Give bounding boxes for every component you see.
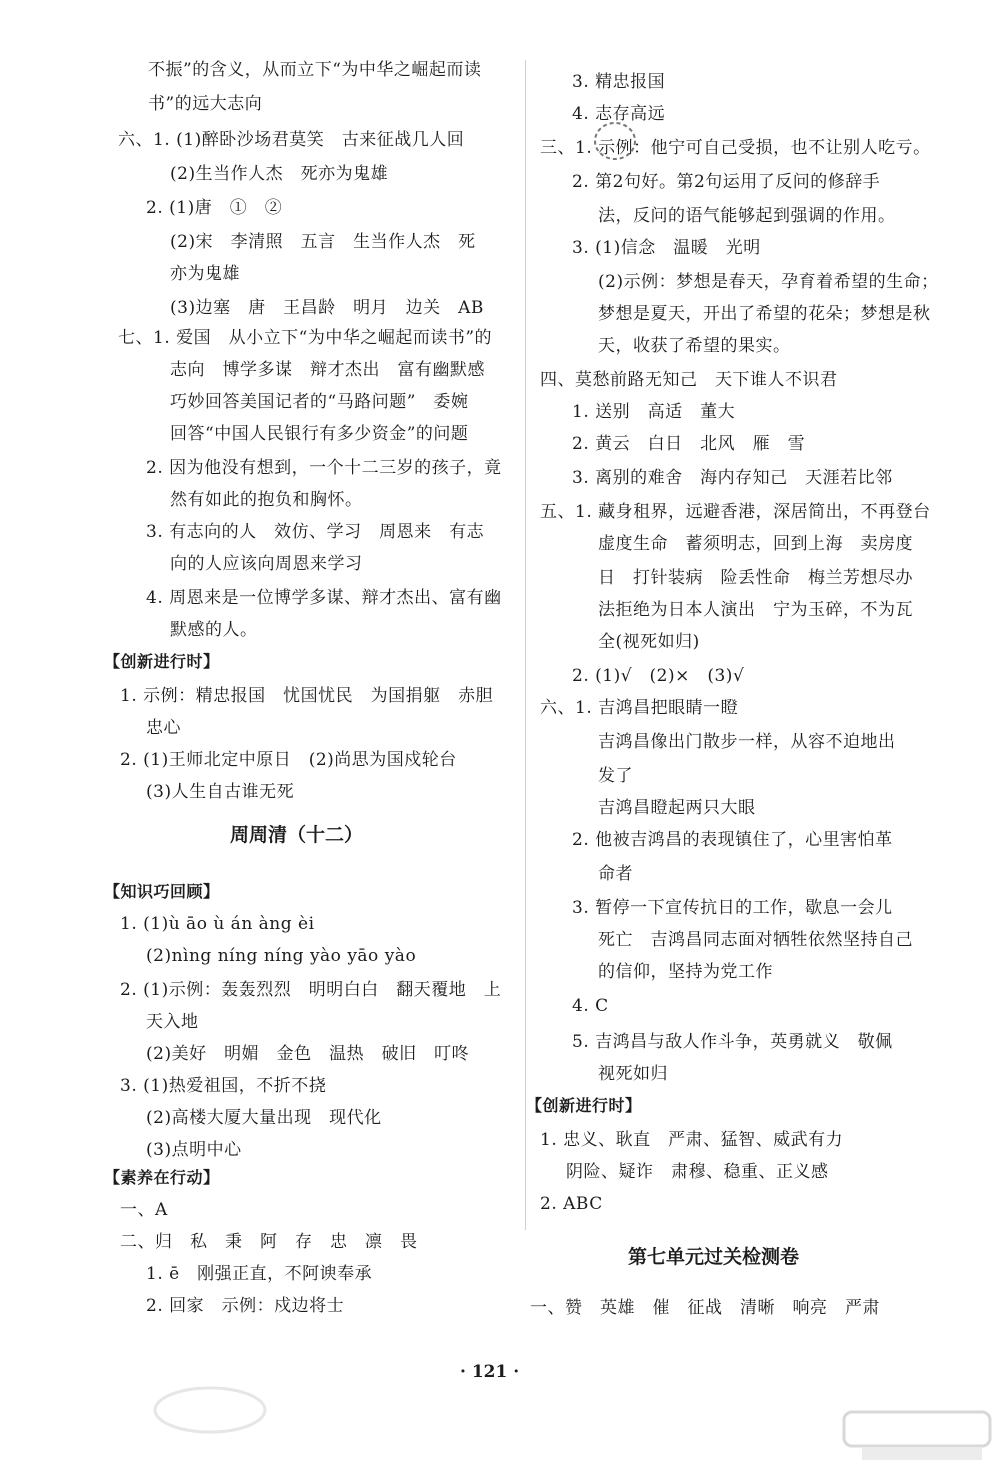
left-line: (3)点明中心 [146, 1140, 242, 1160]
left-line: (2)nìng níng níng yào yāo yào [146, 946, 417, 966]
right-line: 日 打针装病 险丢性命 梅兰芳想尽办 [598, 568, 913, 588]
left-line: 书”的远大志向 [148, 94, 263, 114]
right-line: 4. C [572, 996, 609, 1016]
section-title: 周周清（十二） [230, 824, 364, 846]
right-line: 四、莫愁前路无知己 天下谁人不识君 [540, 370, 838, 390]
left-line: 二、归 私 秉 阿 存 忠 凛 畏 [120, 1232, 418, 1252]
right-line: 2. ABC [540, 1194, 603, 1214]
left-line: 七、1. 爱国 从小立下“为中华之崛起而读书”的 [118, 328, 493, 348]
right-line: 全(视死如归) [598, 632, 700, 652]
right-line: 三、1. 示例：他宁可自己受损，也不让别人吃亏。 [540, 138, 931, 158]
left-line: 2. 因为他没有想到，一个十二三岁的孩子，竟 [146, 458, 502, 478]
right-line: 吉鸿昌像出门散步一样，从容不迫地出 [598, 732, 896, 752]
right-line: 的信仰，坚持为党工作 [598, 962, 773, 982]
left-line: 4. 周恩来是一位博学多谋、辩才杰出、富有幽 [146, 588, 502, 608]
right-line: 3. 精忠报国 [572, 72, 666, 92]
left-line: 六、1. (1)醉卧沙场君莫笑 古来征战几人回 [118, 130, 465, 150]
right-line: 法，反问的语气能够起到强调的作用。 [598, 206, 896, 226]
right-line: 3. 离别的难舍 海内存知己 天涯若比邻 [572, 468, 893, 488]
right-line: 吉鸿昌瞪起两只大眼 [598, 798, 756, 818]
right-line: 命者 [598, 864, 633, 884]
right-line: 五、1. 藏身租界，远避香港，深居简出，不再登台 [540, 502, 931, 522]
left-line: (2)宋 李清照 五言 生当作人杰 死 [170, 232, 476, 252]
right-line: (2)示例：梦想是春天，孕育着希望的生命； [598, 272, 939, 292]
left-line: 【素养在行动】 [104, 1168, 220, 1187]
stamp-icon [592, 118, 638, 164]
left-line: 1. 示例：精忠报国 忧国忧民 为国捐躯 赤胆 [120, 686, 494, 706]
left-line: (2)生当作人杰 死亦为鬼雄 [170, 164, 389, 184]
left-line: 回答“中国人民银行有多少资金”的问题 [170, 424, 469, 444]
left-line: 1. (1)ù āo ù án àng èi [120, 914, 315, 934]
right-line: 天，收获了希望的果实。 [598, 336, 791, 356]
right-line: 视死如归 [598, 1064, 668, 1084]
right-line: 3. 暂停一下宣传抗日的工作，歇息一会儿 [572, 898, 893, 918]
left-line: 2. (1)示例：轰轰烈烈 明明白白 翻天覆地 上 [120, 980, 502, 1000]
left-line: (2)美好 明媚 金色 温热 破旧 叮咚 [146, 1044, 470, 1064]
column-divider [525, 60, 526, 1230]
left-line: 志向 博学多谋 辩才杰出 富有幽默感 [170, 360, 485, 380]
right-line: 2. 黄云 白日 北风 雁 雪 [572, 434, 806, 454]
left-line: 3. 有志向的人 效仿、学习 周恩来 有志 [146, 522, 485, 542]
right-line: 2. 第2句好。第2句运用了反问的修辞手 [572, 172, 881, 192]
right-line: 虚度生命 蓄须明志，回到上海 卖房度 [598, 534, 913, 554]
right-line: 【创新进行时】 [526, 1096, 642, 1115]
left-line: (3)人生自古谁无死 [146, 782, 295, 802]
right-line: 梦想是夏天，开出了希望的花朵；梦想是秋 [598, 304, 931, 324]
left-line: 3. (1)热爱祖国，不折不挠 [120, 1076, 327, 1096]
left-line: 巧妙回答美国记者的“马路问题” 委婉 [170, 392, 469, 412]
section-title: 第七单元过关检测卷 [628, 1246, 800, 1268]
left-line: 2. (1)唐 ① ② [146, 198, 283, 218]
left-line: 忠心 [146, 718, 181, 738]
right-line: 2. (1)√ (2)× (3)√ [572, 666, 745, 686]
left-line: 1. ē 刚强正直，不阿谀奉承 [146, 1264, 373, 1284]
left-line: 天入地 [146, 1012, 199, 1032]
left-line: 一、A [120, 1200, 168, 1220]
left-line: 【知识巧回顾】 [104, 882, 220, 901]
left-line: 2. (1)王师北定中原日 (2)尚思为国戍轮台 [120, 750, 457, 770]
left-line: 向的人应该向周恩来学习 [170, 554, 363, 574]
right-line: 1. 忠义、耿直 严肃、猛智、威武有力 [540, 1130, 844, 1150]
right-line: 六、1. 吉鸿昌把眼睛一瞪 [540, 698, 739, 718]
left-line: 不振”的含义，从而立下“为中华之崛起而读 [148, 60, 482, 80]
right-line: 2. 他被吉鸿昌的表现镇住了，心里害怕革 [572, 830, 893, 850]
left-line: (2)高楼大厦大量出现 现代化 [146, 1108, 382, 1128]
left-line: 默感的人。 [170, 620, 258, 640]
page-number: · 121 · [460, 1362, 520, 1382]
left-line: 亦为鬼雄 [170, 264, 240, 284]
right-line: 发了 [598, 766, 633, 786]
left-line: (3)边塞 唐 王昌龄 明月 边关 AB [170, 298, 484, 318]
right-line: 5. 吉鸿昌与敌人作斗争，英勇就义 敬佩 [572, 1032, 893, 1052]
right-line: 阴险、疑诈 肃穆、稳重、正义感 [566, 1162, 829, 1182]
left-line: 【创新进行时】 [104, 652, 220, 671]
right-line: 死亡 吉鸿昌同志面对牺牲依然坚持自己 [598, 930, 913, 950]
right-line: 法拒绝为日本人演出 宁为玉碎，不为瓦 [598, 600, 913, 620]
watermark-stamp-icon [150, 1380, 270, 1440]
right-line: 一、赞 英雄 催 征战 清晰 响亮 严肃 [530, 1298, 880, 1318]
right-line: 1. 送别 高适 董大 [572, 402, 736, 422]
right-line: 4. 志存高远 [572, 104, 666, 124]
watermark-logo-icon [842, 1408, 992, 1463]
left-line: 然有如此的抱负和胸怀。 [170, 490, 363, 510]
left-line: 2. 回家 示例：戍边将士 [146, 1296, 345, 1316]
right-line: 3. (1)信念 温暖 光明 [572, 238, 761, 258]
